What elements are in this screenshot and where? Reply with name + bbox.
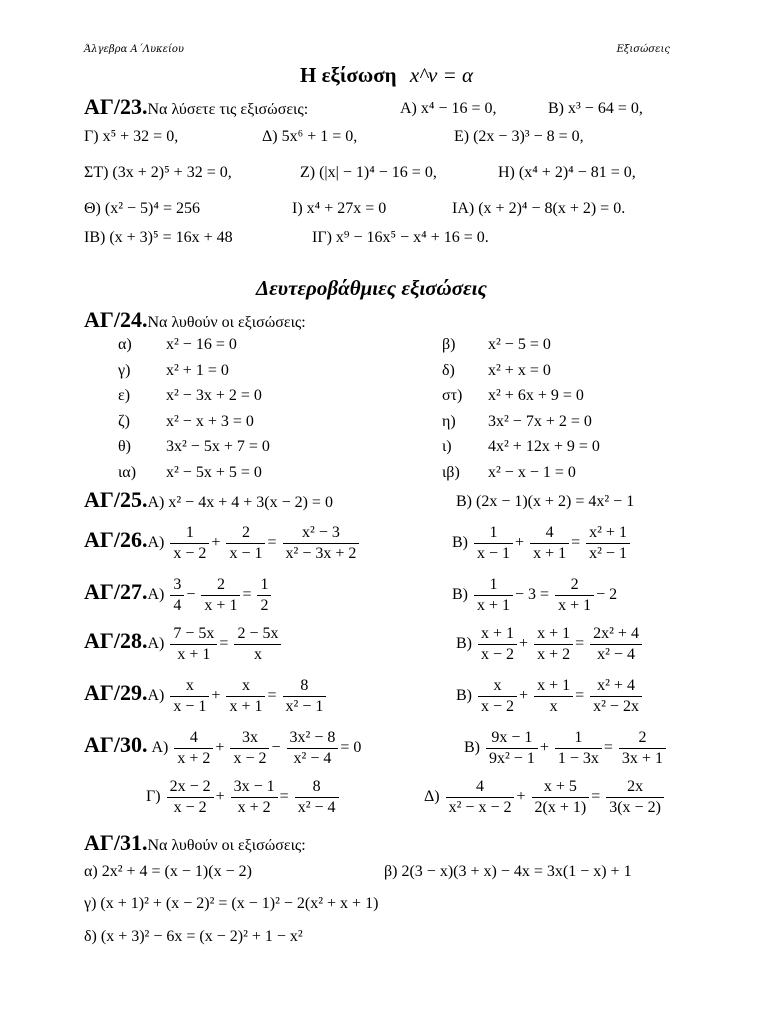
item-label: Α)	[151, 739, 169, 757]
numerator: 3x² − 8	[287, 728, 339, 749]
fraction	[486, 728, 538, 769]
denominator: x − 2	[481, 646, 515, 663]
item-label: Α)	[147, 586, 165, 604]
problem-ag30-g	[146, 777, 341, 818]
denominator: x + 1	[477, 597, 511, 614]
ag24-item-label: γ)	[118, 362, 131, 379]
denominator: x² − 1	[285, 698, 324, 715]
fraction	[170, 523, 209, 564]
ag24-item-label: ια)	[118, 464, 137, 481]
problem-ag30-b	[464, 728, 668, 769]
fraction	[474, 523, 513, 564]
denominator: x + 1	[558, 597, 592, 614]
problem-id: ΑΓ/31.	[84, 830, 148, 855]
operator: −	[271, 739, 281, 757]
operator: +	[215, 739, 225, 757]
operator: +	[211, 687, 221, 705]
denominator: x + 2	[237, 799, 271, 816]
middle-term: − 3 =	[515, 586, 550, 604]
operator: −	[186, 586, 196, 604]
fraction	[283, 523, 360, 564]
denominator: 3(x − 2)	[609, 799, 661, 816]
numerator: 1	[555, 728, 602, 749]
ag24-item-equation: x² − 3x + 2 = 0	[166, 387, 262, 404]
problem-ag29-a	[84, 676, 328, 717]
problem-ag23-header	[84, 94, 308, 120]
problem-ag25	[84, 487, 333, 513]
fraction	[257, 575, 271, 616]
ag24-item-equation: x² + x = 0	[488, 362, 551, 379]
ag24-item-label: στ)	[442, 387, 463, 404]
equals-sign: =	[242, 586, 252, 604]
problem-id: ΑΓ/26.	[84, 527, 148, 553]
ag23-item-h: Η) (x⁴ + 2)⁴ − 81 = 0,	[498, 164, 636, 181]
ag31-item-d: δ) (x + 3)² − 6x = (x − 2)² + 1 − x²	[84, 928, 303, 945]
numerator: 2x² + 4	[590, 624, 642, 645]
denominator: x + 2	[177, 750, 211, 767]
problem-id: ΑΓ/30.	[84, 732, 148, 758]
item-label: Β)	[456, 687, 472, 705]
numerator: 3x	[230, 728, 269, 749]
ag24-item-label: θ)	[118, 438, 131, 455]
problem-id: ΑΓ/25.	[84, 487, 148, 512]
denominator: x + 1	[177, 646, 211, 663]
denominator: x² − x − 2	[448, 799, 512, 816]
problem-ag30-a	[84, 728, 361, 769]
operator: +	[211, 534, 221, 552]
denominator: x	[253, 646, 262, 663]
numerator: 4	[174, 728, 213, 749]
problem-ag27-b	[452, 575, 617, 616]
denominator: x − 2	[173, 545, 207, 562]
equals-sign: =	[575, 635, 585, 653]
page-title	[300, 63, 473, 88]
operator: +	[515, 534, 525, 552]
item-label: Β)	[452, 534, 468, 552]
numerator: 3x − 1	[231, 777, 278, 798]
numerator: 2 − 5x	[234, 624, 281, 645]
header-right: Εξισώσεις	[616, 44, 670, 55]
operator: +	[215, 788, 225, 806]
fraction	[590, 676, 642, 717]
numerator: x	[226, 676, 265, 697]
numerator: 2x − 2	[167, 777, 214, 798]
ag24-item-equation: x² − 5 = 0	[488, 336, 551, 353]
fraction	[167, 777, 214, 818]
tail-term: − 2	[596, 586, 618, 604]
section-title: Δευτεροβάθμιες εξισώσεις	[256, 276, 487, 300]
ag24-item-equation: x² − x + 3 = 0	[166, 413, 254, 430]
ag23-item-ib: ΙΒ) (x + 3)⁵ = 16x + 48	[84, 229, 233, 246]
denominator: x + 1	[204, 597, 238, 614]
fraction	[534, 624, 573, 665]
ag24-item-label: ιβ)	[442, 464, 460, 481]
numerator: 4	[446, 777, 515, 798]
denominator: x − 2	[173, 799, 207, 816]
numerator: 2	[555, 575, 594, 596]
numerator: 2	[619, 728, 666, 749]
denominator: 2(x + 1)	[534, 799, 587, 816]
ag24-item-equation: x² + 6x + 9 = 0	[488, 387, 584, 404]
item-label: Δ)	[424, 788, 440, 806]
ag23-item-st: ΣΤ) (3x + 2)⁵ + 32 = 0,	[84, 164, 232, 181]
denominator: x	[549, 698, 558, 715]
fraction	[231, 777, 278, 818]
fraction	[530, 523, 569, 564]
ag31-item-a: α) 2x² + 4 = (x − 1)(x − 2)	[84, 863, 252, 880]
item-label: Β)	[452, 586, 468, 604]
ag23-item-z: Ζ) (|x| − 1)⁴ − 16 = 0,	[300, 164, 437, 181]
problem-instruction: Να λυθούν οι εξισώσεις:	[147, 314, 306, 331]
problem-ag30-d	[424, 777, 666, 818]
problem-instruction: Να λυθούν οι εξισώσεις:	[147, 837, 306, 854]
page-title-text: Η εξίσωση	[300, 63, 397, 87]
item-label: Α)	[147, 534, 165, 552]
denominator: 1 − 3x	[557, 750, 599, 767]
numerator: 8	[283, 676, 327, 697]
numerator: 3	[170, 575, 184, 596]
denominator: x² − 1	[589, 545, 627, 562]
problem-id: ΑΓ/27.	[84, 579, 148, 605]
numerator: 1	[170, 523, 209, 544]
problem-ag26-a	[84, 523, 361, 564]
numerator: x	[478, 676, 517, 697]
problem-id: ΑΓ/29.	[84, 680, 148, 706]
numerator: x + 1	[534, 676, 573, 697]
ag24-item-label: η)	[442, 413, 456, 430]
operator: +	[539, 739, 549, 757]
fraction	[532, 777, 590, 818]
equals-sign: =	[267, 534, 277, 552]
fraction	[534, 676, 573, 717]
problem-instruction: Να λύσετε τις εξισώσεις:	[147, 101, 309, 118]
ag25-item-a: Α) x² − 4x + 4 + 3(x − 2) = 0	[147, 494, 333, 511]
fraction	[446, 777, 515, 818]
fraction	[201, 575, 240, 616]
fraction	[606, 777, 664, 818]
ag25-item-b: Β) (2x − 1)(x + 2) = 4x² − 1	[456, 493, 635, 510]
operator: +	[519, 635, 529, 653]
denominator: x² − 2x	[593, 698, 639, 715]
denominator: x + 1	[229, 698, 263, 715]
problem-ag28-a	[84, 624, 283, 665]
ag24-item-label: δ)	[442, 362, 455, 379]
ag31-item-c: γ) (x + 1)² + (x − 2)² = (x − 1)² − 2(x² + x + 1)	[84, 895, 379, 912]
fraction	[170, 676, 209, 717]
numerator: 9x − 1	[486, 728, 538, 749]
numerator: 1	[474, 523, 513, 544]
equals-sign: =	[603, 739, 613, 757]
fraction	[619, 728, 666, 769]
denominator: x + 1	[533, 545, 567, 562]
denominator: x − 1	[173, 698, 207, 715]
denominator: 2	[260, 597, 269, 614]
item-label: Α)	[147, 635, 165, 653]
numerator: 2	[226, 523, 265, 544]
fraction	[295, 777, 339, 818]
numerator: 8	[295, 777, 339, 798]
numerator: x	[170, 676, 209, 697]
fraction	[555, 575, 594, 616]
denominator: x² − 4	[293, 750, 332, 767]
fraction	[586, 523, 630, 564]
fraction	[226, 676, 265, 717]
header-left: Άλγεβρα Α΄Λυκείου	[84, 44, 184, 55]
fraction	[478, 676, 517, 717]
item-label: Α)	[147, 687, 165, 705]
denominator: 3x + 1	[621, 750, 663, 767]
ag24-item-label: β)	[442, 336, 456, 353]
problem-ag28-b	[456, 624, 644, 665]
numerator: x + 1	[534, 624, 573, 645]
page-title-formula: x^ν = α	[409, 63, 474, 87]
equals-sign: =	[571, 534, 581, 552]
denominator: x² − 4	[297, 799, 336, 816]
problem-id: ΑΓ/23.	[84, 94, 148, 119]
equals-sign: =	[575, 687, 585, 705]
ag24-item-label: ι)	[442, 438, 452, 455]
denominator: x² − 4	[597, 646, 635, 663]
problem-id: ΑΓ/24.	[84, 307, 148, 332]
fraction	[230, 728, 269, 769]
numerator: 7 − 5x	[170, 624, 217, 645]
numerator: 1	[257, 575, 271, 596]
fraction	[170, 624, 217, 665]
ag24-item-label: α)	[118, 336, 132, 353]
numerator: 2	[201, 575, 240, 596]
denominator: x + 2	[537, 646, 571, 663]
denominator: x − 2	[233, 750, 267, 767]
numerator: 2x	[606, 777, 664, 798]
numerator: x + 1	[478, 624, 517, 645]
ag24-item-equation: 4x² + 12x + 9 = 0	[488, 438, 600, 455]
ag23-item-a: Α) x⁴ − 16 = 0,	[400, 100, 497, 117]
ag23-item-g: Γ) x⁵ + 32 = 0,	[84, 128, 179, 145]
ag23-item-d: Δ) 5x⁶ + 1 = 0,	[262, 128, 358, 145]
numerator: 1	[474, 575, 513, 596]
ag23-item-ia: ΙΑ) (x + 2)⁴ − 8(x + 2) = 0.	[452, 200, 626, 217]
fraction	[287, 728, 339, 769]
operator: +	[516, 788, 526, 806]
equals-sign: =	[267, 687, 277, 705]
problem-ag31-header	[84, 830, 306, 856]
ag24-item-equation: x² − 16 = 0	[166, 336, 237, 353]
numerator: 4	[530, 523, 569, 544]
tail-term: = 0	[340, 739, 362, 757]
ag23-item-i: Ι) x⁴ + 27x = 0	[292, 200, 387, 217]
fraction	[283, 676, 327, 717]
denominator: x − 2	[481, 698, 515, 715]
problem-ag29-b	[456, 676, 644, 717]
problem-id: ΑΓ/28.	[84, 628, 148, 654]
ag24-item-equation: 3x² − 7x + 2 = 0	[488, 413, 592, 430]
equals-sign: =	[591, 788, 601, 806]
denominator: x − 1	[477, 545, 511, 562]
fraction	[226, 523, 265, 564]
ag24-item-equation: x² − x − 1 = 0	[488, 464, 576, 481]
ag23-item-b: Β) x³ − 64 = 0,	[548, 100, 643, 117]
numerator: x² − 3	[283, 523, 360, 544]
fraction	[170, 575, 184, 616]
fraction	[174, 728, 213, 769]
numerator: x² + 4	[590, 676, 642, 697]
fraction	[234, 624, 281, 665]
item-label: Β)	[456, 635, 472, 653]
equals-sign: =	[219, 635, 229, 653]
fraction	[590, 624, 642, 665]
item-label: Γ)	[146, 788, 161, 806]
fraction	[555, 728, 602, 769]
operator: +	[519, 687, 529, 705]
problem-ag24-header	[84, 307, 306, 333]
problem-ag27-a	[84, 575, 273, 616]
item-label: Β)	[464, 739, 480, 757]
ag24-item-equation: x² + 1 = 0	[166, 362, 229, 379]
fraction	[474, 575, 513, 616]
fraction	[478, 624, 517, 665]
denominator: 9x² − 1	[489, 750, 535, 767]
ag24-item-equation: x² − 5x + 5 = 0	[166, 464, 262, 481]
denominator: x² − 3x + 2	[285, 545, 357, 562]
ag23-item-th: Θ) (x² − 5)⁴ = 256	[84, 200, 200, 217]
ag24-item-label: ζ)	[118, 413, 130, 430]
numerator: x + 5	[532, 777, 590, 798]
denominator: x − 1	[229, 545, 263, 562]
ag23-item-ig: ΙΓ) x⁹ − 16x⁵ − x⁴ + 16 = 0.	[312, 229, 489, 246]
ag31-item-b: β) 2(3 − x)(3 + x) − 4x = 3x(1 − x) + 1	[384, 863, 632, 880]
ag24-item-equation: 3x² − 5x + 7 = 0	[166, 438, 270, 455]
ag23-item-e: Ε) (2x − 3)³ − 8 = 0,	[454, 128, 584, 145]
problem-ag26-b	[452, 523, 632, 564]
ag24-item-label: ε)	[118, 387, 131, 404]
numerator: x² + 1	[586, 523, 630, 544]
equals-sign: =	[279, 788, 289, 806]
denominator: 4	[173, 597, 182, 614]
